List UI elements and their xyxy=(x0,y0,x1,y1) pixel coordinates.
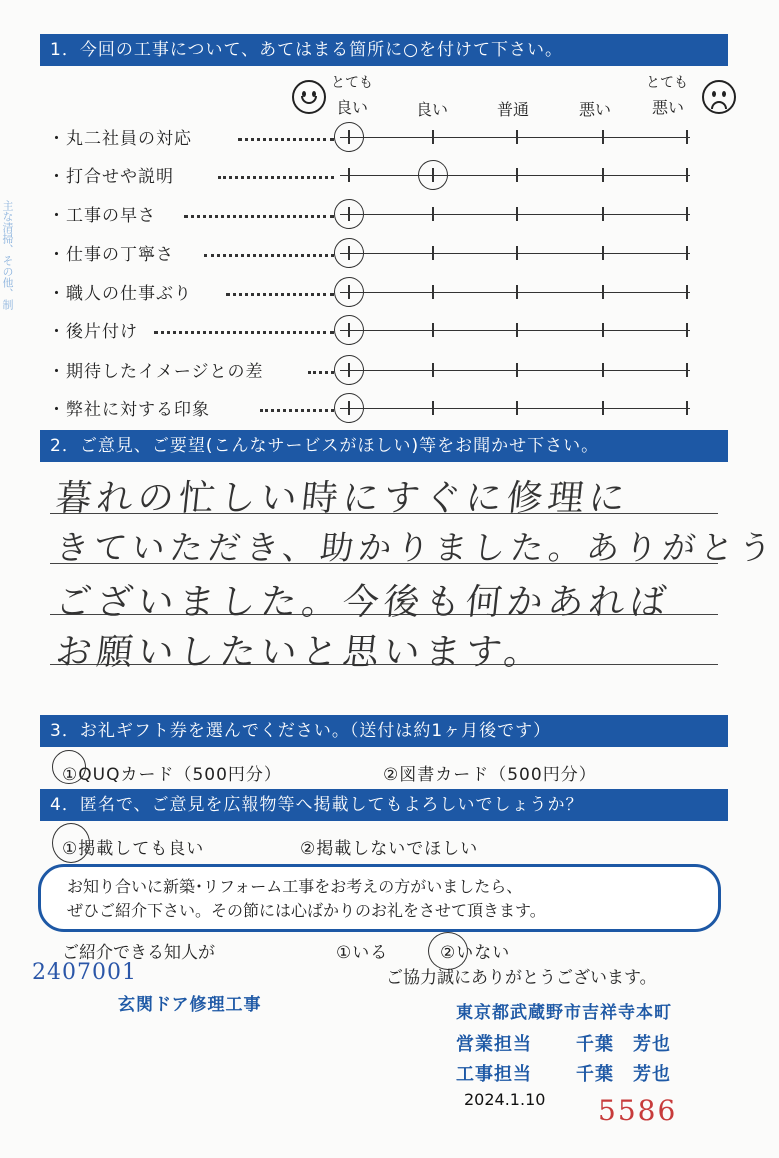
rating-tick-5[interactable] xyxy=(686,168,688,182)
rating-tick-4[interactable] xyxy=(602,168,604,182)
col-normal: 普通 xyxy=(497,100,530,119)
rating-selected-circle xyxy=(332,197,367,232)
rating-tick-3[interactable] xyxy=(516,323,518,337)
rating-tick-4[interactable] xyxy=(602,207,604,221)
survey-date: 2024.1.10 xyxy=(464,1090,546,1109)
rating-scale-line xyxy=(340,137,690,138)
dotted-leader xyxy=(226,293,334,296)
handwritten-comment-line: ございました。今後も何かあれば xyxy=(53,582,673,623)
dotted-leader xyxy=(184,215,334,218)
section3-header: 3．お礼ギフト券を選んでください。（送付は約1ヶ月後です） xyxy=(40,715,728,747)
rating-tick-3[interactable] xyxy=(516,130,518,144)
rating-selected-circle xyxy=(332,120,367,155)
dotted-leader xyxy=(204,254,334,257)
col-very-good: 良い xyxy=(336,98,369,117)
rating-item-label: ・丸二社員の対応 xyxy=(48,129,192,149)
rating-tick-3[interactable] xyxy=(516,207,518,221)
publish-option-no[interactable]: ②掲載しないでほしい xyxy=(300,839,479,859)
handwritten-comment-line: お願いしたいと思います。 xyxy=(53,632,547,673)
rating-scale-line xyxy=(340,408,690,409)
dotted-leader xyxy=(308,371,334,374)
rating-tick-3[interactable] xyxy=(516,246,518,260)
rating-tick-5[interactable] xyxy=(686,285,688,299)
referral-option-no[interactable]: ②いない xyxy=(440,943,511,963)
handwritten-comment-line: 暮れの忙しい時にすぐに修理に xyxy=(53,478,632,519)
rating-tick-5[interactable] xyxy=(686,207,688,221)
rating-item-label: ・工事の早さ xyxy=(48,206,156,226)
rating-tick-1[interactable] xyxy=(348,168,350,182)
referral-option-yes[interactable]: ①いる xyxy=(336,943,389,963)
rating-tick-3[interactable] xyxy=(516,401,518,415)
col-very-bad: 悪い xyxy=(652,98,685,117)
rating-selected-circle xyxy=(332,353,367,388)
construction-name: 千葉 芳也 xyxy=(576,1064,671,1085)
section2-header: 2．ご意見、ご要望(こんなサービスがほしい)等をお聞かせ下さい。 xyxy=(40,430,728,462)
thanks-text: ご協力誠にありがとうございます。 xyxy=(386,968,657,988)
rating-tick-2[interactable] xyxy=(432,246,434,260)
gift-option-quo[interactable]: ①QUQカード（500円分） xyxy=(62,765,282,785)
rating-selected-circle xyxy=(332,313,367,348)
rating-item-label: ・弊社に対する印象 xyxy=(48,400,210,420)
rating-tick-2[interactable] xyxy=(432,130,434,144)
rating-scale-line xyxy=(340,292,690,293)
rating-tick-4[interactable] xyxy=(602,246,604,260)
section4-header: 4．匿名で、ご意見を広報物等へ掲載してもよろしいでしょうか？ xyxy=(40,789,728,821)
rating-item-label: ・後片付け xyxy=(48,322,138,342)
rating-tick-5[interactable] xyxy=(686,130,688,144)
col-good: 良い xyxy=(416,100,449,119)
rating-tick-3[interactable] xyxy=(516,168,518,182)
sales-name: 千葉 芳也 xyxy=(576,1034,671,1055)
rating-selected-circle xyxy=(416,158,451,193)
selection-circle-mark xyxy=(52,823,90,863)
rating-tick-3[interactable] xyxy=(516,285,518,299)
order-code: 2407001 xyxy=(32,960,137,985)
rating-tick-2[interactable] xyxy=(432,363,434,377)
rating-tick-4[interactable] xyxy=(602,130,604,144)
rating-tick-4[interactable] xyxy=(602,401,604,415)
dotted-leader xyxy=(238,138,334,141)
col-very-bad-top: とても xyxy=(646,75,688,91)
rating-tick-5[interactable] xyxy=(686,246,688,260)
gift-option-tosho[interactable]: ②図書カード（500円分） xyxy=(383,765,597,785)
rating-scale-line xyxy=(340,253,690,254)
rating-scale-line xyxy=(340,214,690,215)
rating-item-label: ・仕事の丁寧さ xyxy=(48,245,174,265)
smiley-face-icon xyxy=(292,80,326,114)
rating-item-label: ・打合せや説明 xyxy=(48,167,174,187)
left-edge-print: 主な清掃、その他、制 xyxy=(1,200,14,310)
dotted-leader xyxy=(218,176,334,179)
frown-face-icon xyxy=(702,80,736,114)
rating-selected-circle xyxy=(332,236,367,271)
rating-tick-5[interactable] xyxy=(686,363,688,377)
referral-notice xyxy=(38,864,721,932)
job-title: 玄関ドア修理工事 xyxy=(118,995,262,1015)
rating-tick-4[interactable] xyxy=(602,363,604,377)
rating-tick-4[interactable] xyxy=(602,285,604,299)
notice-line: ぜひご紹介下さい。その節には心ばかりのお礼をさせて頂きます。 xyxy=(67,901,546,920)
col-very-good-top: とても xyxy=(331,75,373,91)
sales-role: 営業担当 xyxy=(456,1034,532,1055)
selection-circle-mark xyxy=(52,750,86,784)
rating-item-label: ・期待したイメージとの差 xyxy=(48,362,264,382)
receipt-number: 5586 xyxy=(598,1094,678,1127)
section1-header: 1．今回の工事について、あてはまる箇所に○を付けて下さい。 xyxy=(40,34,728,66)
rating-tick-5[interactable] xyxy=(686,323,688,337)
referral-label: ご紹介できる知人が xyxy=(62,943,215,963)
construction-role: 工事担当 xyxy=(456,1064,532,1085)
rating-tick-2[interactable] xyxy=(432,401,434,415)
rating-tick-2[interactable] xyxy=(432,207,434,221)
publish-option-yes[interactable]: ①掲載しても良い xyxy=(62,839,205,859)
customer-location: 東京都武蔵野市吉祥寺本町 xyxy=(456,1003,672,1023)
rating-tick-4[interactable] xyxy=(602,323,604,337)
rating-tick-2[interactable] xyxy=(432,323,434,337)
handwritten-comment-line: きていただき、助かりました。ありがとう xyxy=(53,528,779,567)
rating-selected-circle xyxy=(332,391,367,426)
rating-tick-5[interactable] xyxy=(686,401,688,415)
dotted-leader xyxy=(154,331,334,334)
rating-scale-line xyxy=(340,330,690,331)
rating-tick-2[interactable] xyxy=(432,285,434,299)
rating-scale-line xyxy=(340,175,690,176)
rating-tick-3[interactable] xyxy=(516,363,518,377)
rating-scale-line xyxy=(340,370,690,371)
dotted-leader xyxy=(260,409,334,412)
rating-item-label: ・職人の仕事ぶり xyxy=(48,284,192,304)
notice-line: お知り合いに新築･リフォーム工事をお考えの方がいましたら、 xyxy=(67,877,523,896)
col-bad: 悪い xyxy=(579,100,612,119)
rating-selected-circle xyxy=(332,275,367,310)
